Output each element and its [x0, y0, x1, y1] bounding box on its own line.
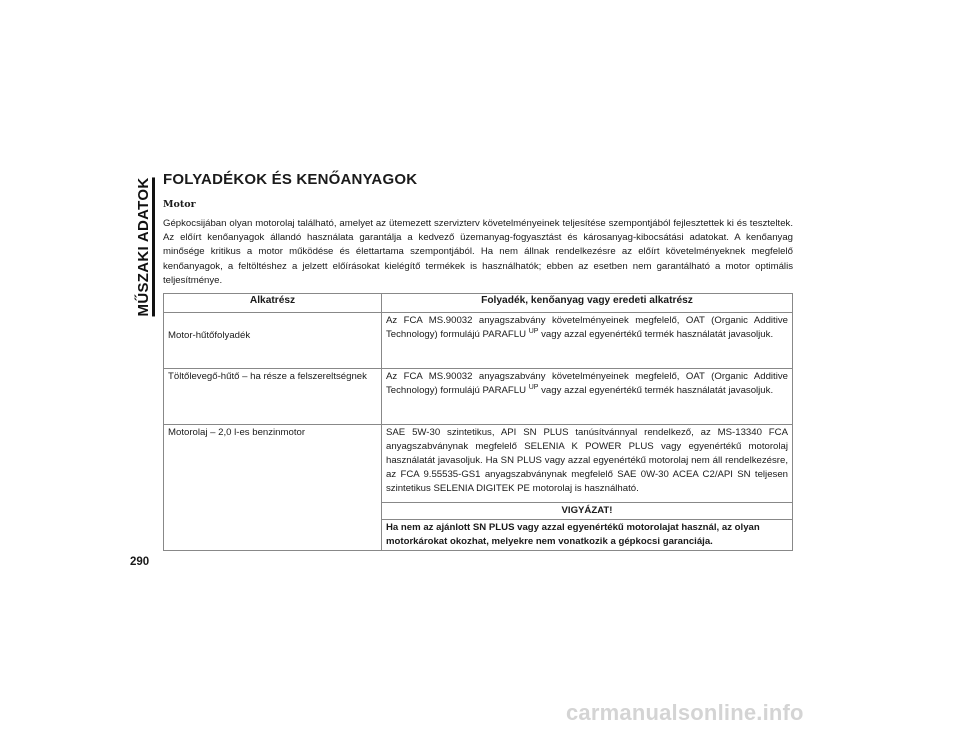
table-row [164, 313, 793, 369]
header-fluid: Folyadék, kenőanyag vagy eredeti alkatrész [382, 294, 793, 313]
cell-value-engine-oil [382, 425, 793, 503]
cell-part-coolant: Motor-hűtőfolyadék [164, 313, 382, 369]
value-superscript: UP [528, 384, 539, 392]
value-text: Az FCA MS.90032 anyagszabvány követelményeinek megfelelő, OAT (Organic Additive Technology) formulájú PARAFLU $^{UP}$ vagy azzal egyenértékű termék használatát javasoljuk. [386, 315, 788, 341]
engine-subheading: Motor [163, 199, 196, 210]
cell-part-intercooler: Töltőlevegő-hűtő – ha része a felszereltségnek [164, 369, 382, 425]
watermark-text: carmanualsonline.info [566, 700, 804, 725]
value-superscript: UP [528, 328, 539, 336]
table-header-row [164, 294, 793, 313]
header-part: Alkatrész [164, 294, 382, 313]
fluids-table [163, 293, 793, 551]
section-title: FOLYADÉKOK ÉS KENŐANYAGOK [163, 171, 418, 188]
cell-part-engine-oil: Motorolaj – 2,0 l-es benzinmotor [164, 425, 382, 551]
caution-text: Ha nem az ajánlott SN PLUS vagy azzal egyenértékű motorolajat használ, az olyan motorkárokat okozhat, melyekre nem vonatkozik a gépkocsi garanciája. [382, 520, 793, 551]
caution-heading: VIGYÁZAT! [382, 503, 793, 520]
cell-value-intercooler [382, 369, 793, 425]
cell-value-coolant [382, 313, 793, 369]
table-row [164, 369, 793, 425]
value-text: SAE 5W-30 szintetikus, API SN PLUS tanúsítvánnyal rendelkező, az MS-13340 FCA anyagszabványnak megfelelő SELENIA K POWER PLUS vagy egyenértékű motorolaj használatát javasoljuk. Ha SN PLUS vagy azzal egyenértékű motorolaj nem áll rendelkezésre, az FCA 9.55535-GS1 anyagszabványnak megfelelő SAE 0W-30 ACEA C2/API SN teljesen szintetikus SELENIA DIGITEK PE motorolaj is használható. [386, 427, 788, 495]
intro-paragraph: Gépkocsijában olyan motorolaj található, amelyet az ütemezett szervizterv követelményeinek teljesítése szempontjából fejlesztettek ki és teszteltek. Az előírt kenőanyagok állandó használata garantálja a kedvező üzemanyag-fogyasztást és károsanyag-kibocsátási adatokat. A kenőanyag minősége kritikus a motor működése és élettartama szempontjából. Ha nem állnak rendelkezésre az előírt követelményeknek megfelelő kenőanyagok, a feltöltéshez a jelzett előírásokat kielégítő termékek is használhatók; ebben az esetben nem garantálható a motor optimális teljesítménye. [163, 218, 793, 286]
chapter-side-tab [134, 168, 156, 326]
page-number: 290 [130, 556, 150, 568]
chapter-side-tab-label: MŰSZAKI ADATOK [135, 178, 155, 317]
table-row [164, 425, 793, 503]
value-text: Az FCA MS.90032 anyagszabvány követelményeinek megfelelő, OAT (Organic Additive Technology) formulájú PARAFLU $^{UP}$ vagy azzal egyenértékű termék használatát javasoljuk. [386, 371, 788, 397]
page-content [163, 168, 793, 551]
